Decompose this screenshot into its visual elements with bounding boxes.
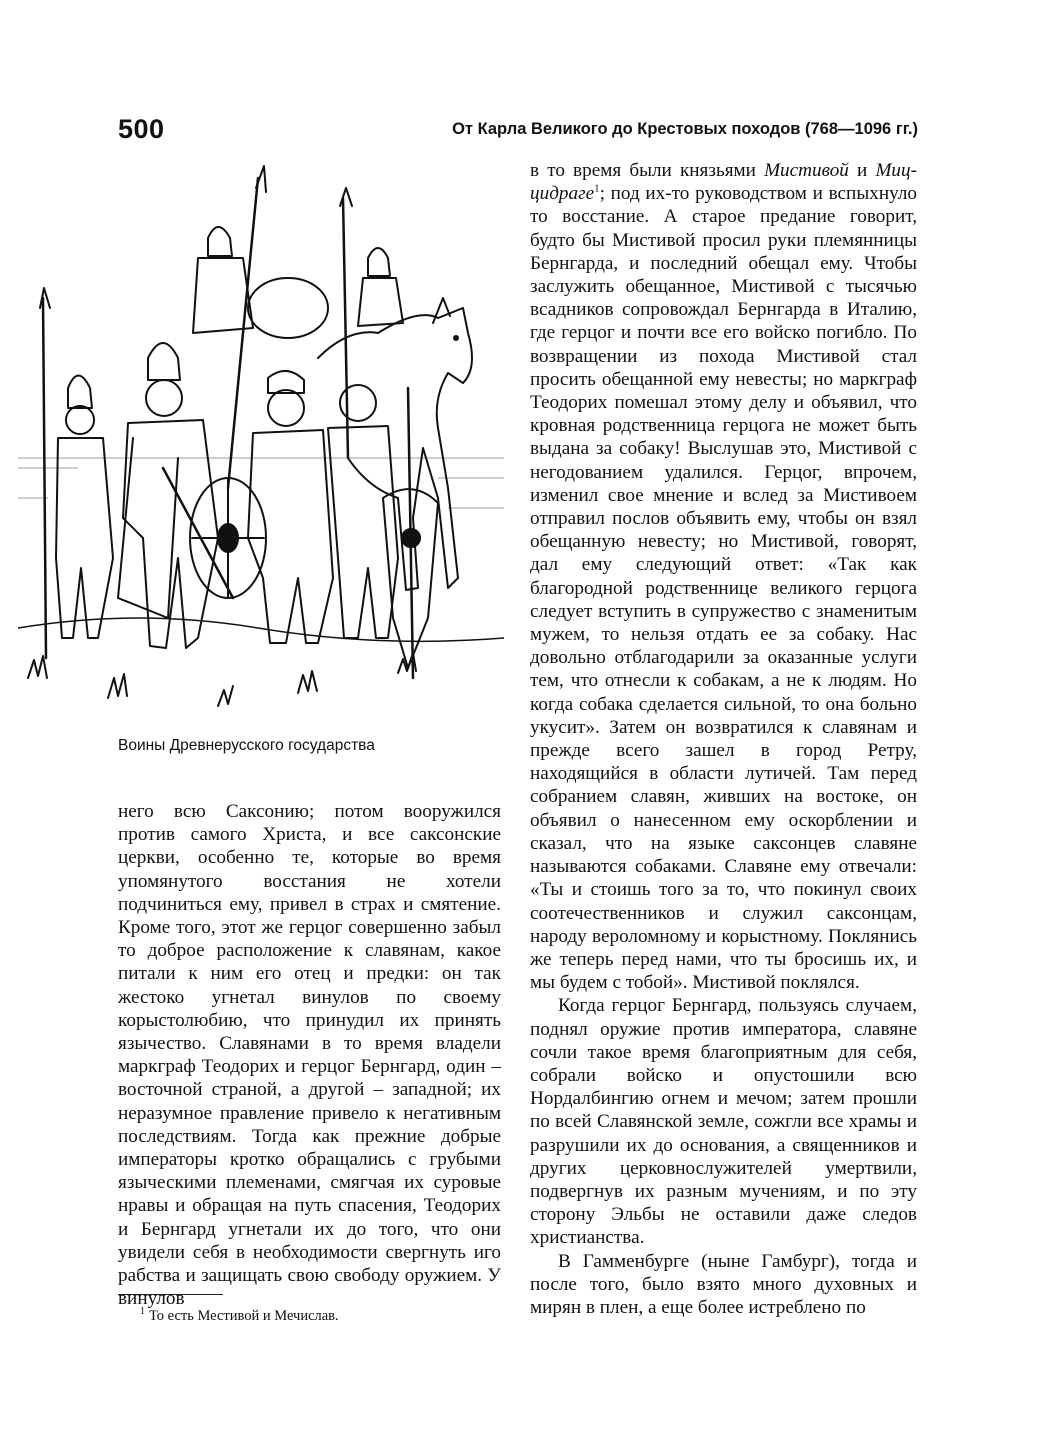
right-column (530, 159, 917, 1319)
footnote-text: То есть Местивой и Мечислав. (149, 1307, 339, 1324)
illustration-drawing (18, 158, 504, 718)
left-column (118, 800, 501, 1310)
paragraph: В Гамменбурге (ныне Гамбург), тогда и после того, было взято много духовных и мирян в плен, а еще более истреблено по (530, 1250, 917, 1318)
footnote-divider (118, 1294, 223, 1295)
paragraph: него всю Саксонию; потом вооружился против самого Христа, и все саксонские церкви, особенно те, которые во время упомянутого восстания не хотели подчиниться ему, привел в страх и смятение. Кроме того, этот же герцог совершенно забыл то доброе расположение к славянам, какое питали к ним его отец и предки: он так жестоко угнетал винулов по своему корыстолюбию, что принудил их принять язычество. Славянами в то время владели маркграф Теодорих и герцог Бернгард, один – восточной страной, а другой – западной; их неразумное правление привело к негативным последствиям. Тогда как прежние добрые императоры кротко обращались с грубыми языческими племенами, смягчая их суровые нравы и обращая на путь спасения, Теодорих и Бернгард угнетали их до того, что они увидели себя в необходимости свергнуть иго рабства и защищать свою свободу оружием. У винулов (118, 801, 501, 1310)
footnote-reference: 1 (594, 182, 600, 195)
running-title: От Карла Великого до Крестовых походов (768—1096 гг.) (452, 120, 918, 138)
page-header (118, 112, 918, 152)
page-number: 500 (118, 114, 165, 144)
footnote-mark: 1 (140, 1306, 145, 1317)
footnote (140, 1306, 339, 1325)
paragraph: Когда герцог Бернгард, пользуясь случаем, поднял оружие против императора, славяне сочли такое время благоприятным для себя, собрали войско и опустошили всю Нордалбингию огнем и мечом; затем прошли по всей Славянской земле, сожгли все храмы и разрушили их до основания, а священников и других церковнослужителей умертвили, подвергнув их разным мучениям, и по эту сторону Эльбы не оставили даже следов христианства. (530, 995, 917, 1249)
paragraph: в то время были князьями Мистивой и Миц-цидраге$^1$; под их-то руководством и вспыхнуло то восстание. А старое предание говорит, будто бы Мистивой просил руки племянницы Бернгарда, и последний обещал ему. Чтобы заслужить обещанное, Мистивой с тысячью всадников сопровождал Бернгарда в Италию, где герцог и почти все его войско погибло. По возвращении из похода Мистивой стал просить обещанной ему невесты; но маркграф Теодорих помешал этому делу и объявил, что кровная родственница герцога не может быть выдана за собаку! Выслушав это, Мистивой с негодованием удалился. Герцог, впрочем, изменил свое мнение и вслед за Мистивоем отправил послов объявить ему, чтобы он взял обещанную невесту; но Мистивой, говорят, дал ему следующий ответ: «Так как благородной родственнице великого герцога следует вступить в супружество с знаменитым мужем, то нельзя отдать ее за собаку. Нас довольно отблагодарили за оказанные услуги тем, что отнесли к собакам, а не к людям. Но когда собака сделается сильной, то она больно укусит». Затем он возвратился к славянам и прежде всего зашел в город Ретру, находящийся в области лутичей. Там перед собранием славян, живших на востоке, он объявил о нанесенном ему оскорблении и сказал, что на языке саксонцев славяне называются собаками. Славяне ему отвечали: «Ты и стоишь того за то, что покинул своих соотечественников и служил саксонцам, народу вероломному и корыстному. Поклянись же теперь перед нами, что ты бросишь их, и мы будем с тобой». Мистивой поклялся. (530, 160, 917, 994)
warriors-illustration-icon (18, 158, 504, 718)
figure-caption: Воины Древнерусского государства (118, 737, 375, 754)
